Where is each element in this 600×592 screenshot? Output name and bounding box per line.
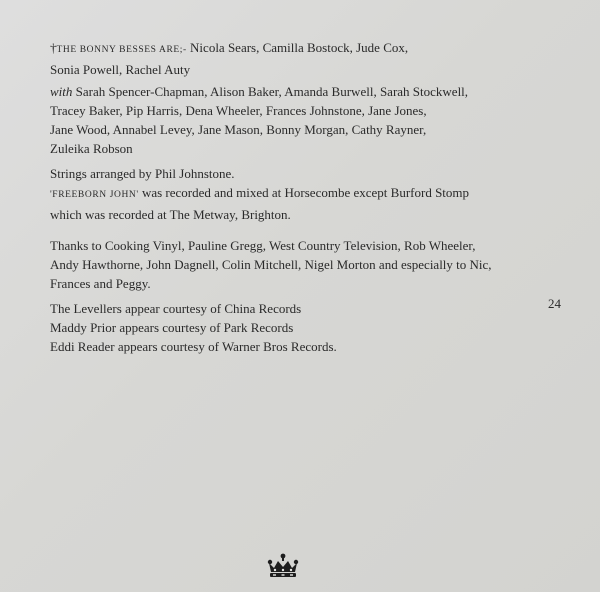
dagger-icon: † bbox=[50, 40, 57, 55]
courtesy-eddi-reader: Eddi Reader appears courtesy of Warner Bros Records. bbox=[50, 339, 337, 354]
thanks-line-3: Frances and Peggy. bbox=[50, 276, 151, 291]
bonny-besses-names-2: Sonia Powell, Rachel Auty bbox=[50, 62, 191, 77]
with-word: with bbox=[50, 84, 73, 99]
with-paragraph bbox=[50, 82, 520, 158]
crown-icon bbox=[266, 553, 300, 579]
with-names-3: Jane Wood, Annabel Levey, Jane Mason, Bonny Morgan, Cathy Rayner, bbox=[50, 122, 427, 137]
with-names-2: Tracey Baker, Pip Harris, Dena Wheeler, Frances Johnstone, Jane Jones, bbox=[50, 103, 427, 118]
with-line-1 bbox=[50, 82, 520, 101]
bonny-besses-paragraph bbox=[50, 38, 520, 79]
recording-paragraph bbox=[50, 164, 520, 224]
with-names-4: Zuleika Robson bbox=[50, 141, 133, 156]
courtesy-levellers: The Levellers appear courtesy of China Records bbox=[50, 301, 302, 316]
recorded-line-1 bbox=[50, 183, 520, 205]
bonny-besses-line-1 bbox=[50, 38, 520, 60]
recorded-text-1: was recorded and mixed at Horsecombe except Burford Stomp bbox=[141, 185, 470, 200]
bonny-besses-heading: THE BONNY BESSES ARE;- bbox=[56, 45, 187, 55]
courtesy-paragraph bbox=[50, 299, 520, 356]
page-number: 24 bbox=[548, 296, 561, 311]
recorded-line-2: which was recorded at The Metway, Brighton. bbox=[50, 207, 291, 222]
with-names-1: Sarah Spencer-Chapman, Alison Baker, Amanda Burwell, Sarah Stockwell, bbox=[75, 84, 469, 99]
strings-credit: Strings arranged by Phil Johnstone. bbox=[50, 166, 235, 181]
thanks-line-1: Thanks to Cooking Vinyl, Pauline Gregg, West Country Television, Rob Wheeler, bbox=[50, 238, 476, 253]
thanks-paragraph bbox=[50, 236, 520, 293]
thanks-line-2: Andy Hawthorne, John Dagnell, Colin Mitchell, Nigel Morton and especially to Nic, bbox=[50, 257, 492, 272]
bonny-besses-names-1: Nicola Sears, Camilla Bostock, Jude Cox, bbox=[190, 40, 409, 55]
album-title: 'FREEBORN JOHN' bbox=[50, 190, 139, 200]
courtesy-maddy-prior: Maddy Prior appears courtesy of Park Records bbox=[50, 320, 294, 335]
